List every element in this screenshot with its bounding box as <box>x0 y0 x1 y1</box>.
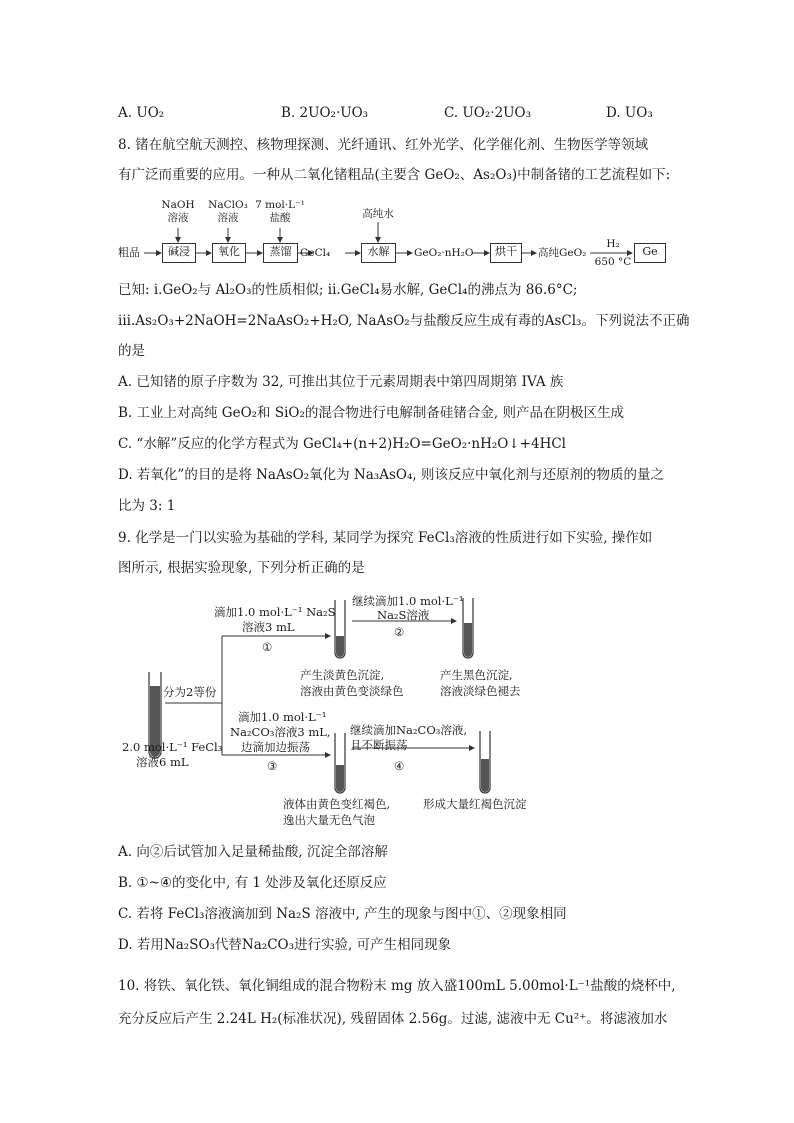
q8-stem-line2: 有广泛而重要的应用。一种从二氧化锗粗品(主要含 GeO₂、As₂O₃)中制备锗的工艺流程如下: <box>118 167 671 183</box>
step3-reagent-line3: 边滴加边振荡 <box>241 740 310 754</box>
q10-stem-line2: 充分反应后产生 2.24L H₂(标准状况), 残留固体 2.56g。过滤, 滤液中无 Cu²⁺。将滤液加水 <box>118 1011 668 1027</box>
q8-option-c: C. “水解”反应的化学方程式为 GeCl₄+(n+2)H₂O=GeO₂·nH₂O↓+4HCl <box>118 436 566 452</box>
step2-number: ② <box>394 625 405 639</box>
step2-reagent-line1: 继续滴加1.0 mol·L⁻¹ <box>352 594 464 608</box>
q9-stem-line1: 9. 化学是一门以实验为基础的学科, 某同学为探究 FeCl₃溶液的性质进行如下实验, 操作如 <box>118 530 653 546</box>
flow-gecl4: GeCl₄ <box>300 247 331 259</box>
q9-option-b: B. ①~④的变化中, 有 1 处涉及氧化还原反应 <box>118 875 387 891</box>
q8-option-d-line1: D. 若氧化”的目的是将 NaAsO₂氧化为 Na₃AsO₄, 则该反应中氧化剂与还原剂的物质的量之 <box>118 467 664 483</box>
step1-observation-line2: 溶液由黄色变淡绿色 <box>300 684 404 698</box>
flow-reagent-naoh-solution: 溶液 <box>167 212 189 224</box>
source-solution-line2: 溶液6 mL <box>136 755 189 769</box>
flow-condition-h2: H₂ <box>606 238 620 250</box>
step1-reagent-line2: 溶液3 mL <box>242 620 295 634</box>
flow-box-alkali-leach: 碱浸 <box>162 243 196 263</box>
step1-reagent-line1: 滴加1.0 mol·L⁻¹ Na₂S <box>214 605 336 619</box>
step3-reagent-line2: Na₂CO₃溶液3 mL, <box>230 725 331 739</box>
flow-reagent-pure-water: 高纯水 <box>362 208 394 220</box>
source-solution-line1: 2.0 mol·L⁻¹ FeCl₃ <box>122 740 223 754</box>
test-tube-step3 <box>335 733 345 793</box>
q7-option-a: A. UO₂ <box>118 105 165 121</box>
step1-observation-line1: 产生淡黄色沉淀, <box>300 668 385 682</box>
test-tube-step1 <box>335 600 345 658</box>
q7-option-d: D. UO₃ <box>606 105 653 121</box>
q8-option-b: B. 工业上对高纯 GeO₂和 SiO₂的混合物进行电解制备硅锗合金, 则产品在阴极区生成 <box>118 405 624 421</box>
flow-box-oxidation: 氧化 <box>212 243 246 263</box>
q8-known-line3: 的是 <box>118 343 145 359</box>
step2-observation-line1: 产生黑色沉淀, <box>440 668 513 682</box>
step3-observation-line1: 液体由黄色变红褐色, <box>283 797 391 811</box>
q9-option-d: D. 若用Na₂SO₃代替Na₂CO₃进行实验, 可产生相同现象 <box>118 937 452 953</box>
q8-option-a: A. 已知锗的原子序数为 32, 可推出其位于元素周期表中第四周期第 IVA 族 <box>118 374 564 390</box>
flow-reagent-hcl-conc: 7 mol·L⁻¹ <box>255 199 305 211</box>
flow-reagent-naoh: NaOH <box>161 199 195 211</box>
step3-observation-line2: 逸出大量无色气泡 <box>283 813 375 827</box>
q7-option-c: C. UO₂·2UO₃ <box>444 105 532 121</box>
q7-option-b: B. 2UO₂·UO₃ <box>281 105 369 121</box>
step2-observation-line2: 溶液淡绿色褪去 <box>440 684 521 698</box>
q8-stem-line1: 8. 锗在航空航天测控、核物理探测、光纤通讯、红外光学、化学催化剂、生物医学等领域 <box>118 137 649 153</box>
split-label: 分为2等份 <box>163 685 217 699</box>
test-tube-step4 <box>480 731 490 793</box>
step4-reagent-line2: 且不断振荡 <box>350 738 408 752</box>
q8-known-line1: 已知: i.GeO₂与 Al₂O₃的性质相似; ii.GeCl₄易水解, GeCl₄的沸点为 86.6°C; <box>118 282 578 298</box>
flow-reagent-naclo3-solution: 溶液 <box>217 212 239 224</box>
flow-geo2-hydrate: GeO₂·nH₂O <box>414 247 474 259</box>
q9-option-c: C. 若将 FeCl₃溶液滴加到 Na₂S 溶液中, 产生的现象与图中①、②现象相同 <box>118 906 567 922</box>
flow-box-distillation: 蒸馏 <box>263 243 298 263</box>
q9-stem-line2: 图所示, 根据实验现象, 下列分析正确的是 <box>118 560 365 576</box>
flow-start-crude: 粗品 <box>118 246 140 259</box>
step4-observation: 形成大量红褐色沉淀 <box>423 797 527 811</box>
flow-pure-geo2: 高纯GeO₂ <box>538 247 587 259</box>
flow-reagent-naclo3: NaClO₃ <box>208 199 248 211</box>
q9-option-a: A. 向②后试管加入足量稀盐酸, 沉淀全部溶解 <box>118 844 388 860</box>
flow-reagent-hcl: 盐酸 <box>269 212 291 224</box>
step3-reagent-line1: 滴加1.0 mol·L⁻¹ <box>238 710 327 724</box>
test-tube-step2 <box>463 598 473 658</box>
q8-known-line2: iii.As₂O₃+2NaOH=2NaAsO₂+H₂O, NaAsO₂与盐酸反应生成有毒的AsCl₃。下列说法不正确 <box>118 313 690 329</box>
step2-reagent-line2: Na₂S溶液 <box>377 608 430 622</box>
step1-number: ① <box>262 640 273 654</box>
flow-condition-temp: 650 °C <box>594 256 632 268</box>
flow-box-hydrolysis: 水解 <box>361 243 396 263</box>
step4-reagent-line1: 继续滴加Na₂CO₃溶液, <box>350 723 468 737</box>
flow-product-ge: Ge <box>634 243 666 263</box>
flow-box-drying: 烘干 <box>490 243 522 263</box>
q10-stem-line1: 10. 将铁、氧化铁、氧化铜组成的混合物粉末 mg 放入盛100mL 5.00mol·L⁻¹盐酸的烧杯中, <box>118 978 676 994</box>
step3-number: ③ <box>267 759 278 773</box>
q8-option-d-line2: 比为 3: 1 <box>118 498 176 514</box>
step4-number: ④ <box>394 759 405 773</box>
